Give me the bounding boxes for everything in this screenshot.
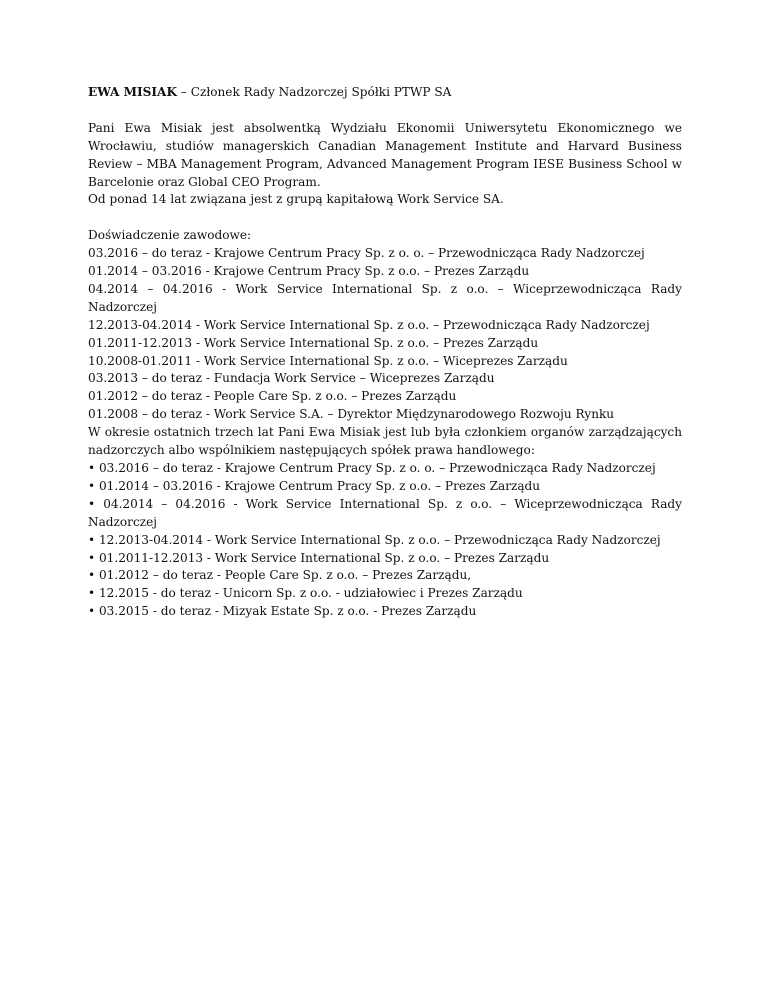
document-page: [88, 84, 682, 621]
membership-item: • 01.2012 – do teraz - People Care Sp. z o.o. – Prezes Zarządu,: [88, 568, 472, 583]
membership-item: • 03.2015 - do teraz - Mizyak Estate Sp. z o.o. - Prezes Zarządu: [88, 604, 477, 619]
experience-item: 03.2016 – do teraz - Krajowe Centrum Pracy Sp. z o. o. – Przewodnicząca Rady Nadzorczej: [88, 246, 645, 261]
spacer: [88, 209, 682, 227]
membership-item-continuation: Nadzorczej: [88, 514, 158, 529]
membership-item: • 12.2013-04.2014 - Work Service International Sp. z o.o. – Przewodnicząca Rady Nadzorczej: [88, 532, 661, 547]
membership-item: • 01.2011-12.2013 - Work Service International Sp. z o.o. – Prezes Zarządu: [88, 550, 550, 565]
person-role: – Członek Rady Nadzorczej Spółki PTWP SA: [176, 85, 452, 99]
person-name: EWA MISIAK: [88, 85, 177, 99]
experience-heading: Doświadczenie zawodowe:: [88, 228, 252, 243]
experience-item: 04.2014 – 04.2016 - Work Service International Sp. z o.o. – Wiceprzewodnicząca Rady: [88, 281, 682, 296]
document-title: [88, 84, 682, 102]
affiliation-line: Od ponad 14 lat związana jest z grupą kapitałową Work Service SA.: [88, 192, 504, 207]
experience-item-continuation: Nadzorczej: [88, 299, 158, 314]
experience-item: 03.2013 – do teraz - Fundacja Work Service – Wiceprezes Zarządu: [88, 371, 495, 386]
education-paragraph: Pani Ewa Misiak jest absolwentką Wydziału Ekonomii Uniwersytetu Ekonomicznego we Wrocławiu, studiów managerskich Canadian Management Institute and Harvard Business Review – MBA Management Program, Advanced Management Program IESE Business School w Barcelonie oraz Global CEO Program.: [88, 120, 682, 189]
membership-item: • 03.2016 – do teraz - Krajowe Centrum Pracy Sp. z o. o. – Przewodnicząca Rady Nadzorczej: [88, 461, 656, 475]
experience-item: 01.2012 – do teraz - People Care Sp. z o.o. – Prezes Zarządu: [88, 389, 457, 404]
membership-item: • 04.2014 – 04.2016 - Work Service International Sp. z o.o. – Wiceprzewodnicząca Rady: [88, 496, 682, 511]
experience-item: 01.2008 – do teraz - Work Service S.A. – Dyrektor Międzynarodowego Rozwoju Rynku: [88, 407, 615, 422]
experience-item: 01.2011-12.2013 - Work Service International Sp. z o.o. – Prezes Zarządu: [88, 335, 539, 350]
memberships-intro: W okresie ostatnich trzech lat Pani Ewa Misiak jest lub była członkiem organów zarządzających nadzorczych albo wspólnikiem następujących spółek prawa handlowego:: [88, 425, 682, 458]
membership-item: • 12.2015 - do teraz - Unicorn Sp. z o.o. - udziałowiec i Prezes Zarządu: [88, 586, 523, 601]
experience-item: 01.2014 – 03.2016 - Krajowe Centrum Pracy Sp. z o.o. – Prezes Zarządu: [88, 264, 530, 279]
membership-item: • 01.2014 – 03.2016 - Krajowe Centrum Pracy Sp. z o.o. – Prezes Zarządu: [88, 478, 541, 493]
experience-item: 10.2008-01.2011 - Work Service International Sp. z o.o. – Wiceprezes Zarządu: [88, 353, 568, 368]
experience-item: 12.2013-04.2014 - Work Service International Sp. z o.o. – Przewodnicząca Rady Nadzorczej: [88, 317, 650, 332]
